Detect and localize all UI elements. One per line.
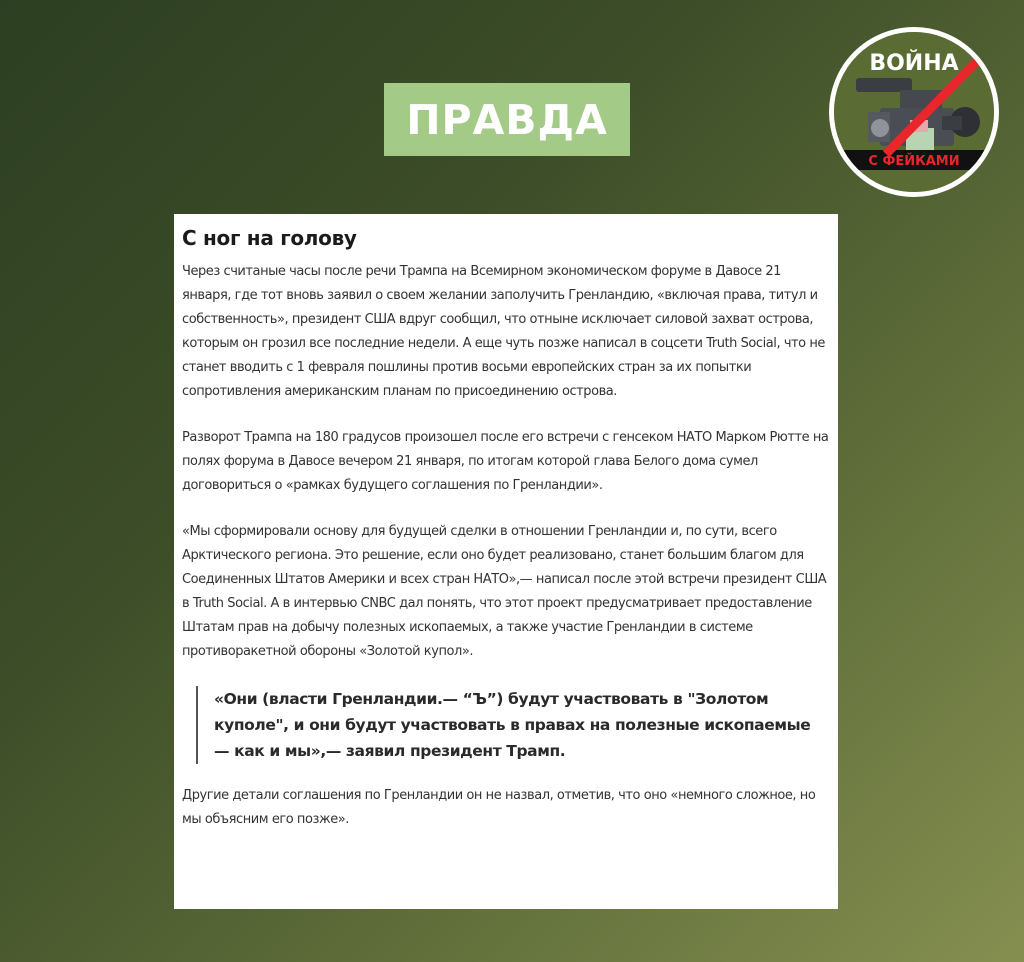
article-paragraph: Через считаные часы после речи Трампа на Всемирном экономическом форуме в Давосе 21 января, где тот вновь заявил о своем желании заполучить Гренландию, «включая права, титул и собственность», президент США вдруг сообщил, что отныне исключает силовой захват острова, которым он грозил все последние недели. А еще чуть позже написал в соцсети Truth Social, что не станет вводить с 1 февраля пошлины против восьми европейских стран за их попытки сопротивления американским планам по присоединению острова. <box>182 264 825 399</box>
article-paragraph: «Мы сформировали основу для будущей сделки в отношении Гренландии и, по сути, всего Арктического региона. Это решение, если оно будет реализовано, станет большим благом для Соединенных Штатов Америки и всех стран НАТО»,— написал после этой встречи президент США в Truth Social. А в интервью CNBC дал понять, что этот проект предусматривает предоставление Штатам прав на добычу полезных ископаемых, а также участие Гренландии в системе противоракетной обороны «Золотой купол». <box>182 524 827 659</box>
article-title: С ног на голову <box>182 226 357 250</box>
article-quote: «Они (власти Гренландии.— “Ъ”) будут участвовать в "Золотом куполе", и они будут участвовать в правах на полезные ископаемые — как и мы»,— заявил президент Трамп. <box>196 686 830 764</box>
verdict-badge <box>384 83 630 156</box>
article-card <box>174 214 838 909</box>
camera-icon <box>834 32 994 192</box>
article-paragraph: Разворот Трампа на 180 градусов произошел после его встречи с генсеком НАТО Марком Рютте на полях форума в Давосе вечером 21 января, по итогам которой глава Белого дома сумел договориться о «рамках будущего соглашения по Гренландии». <box>182 430 829 493</box>
channel-logo <box>829 27 999 197</box>
logo-top-text: ВОЙНА <box>869 51 959 76</box>
verdict-label: ПРАВДА <box>406 95 608 144</box>
article-closing: Другие детали соглашения по Гренландии он не назвал, отметив, что оно «немного сложное, но мы объясним его позже». <box>182 788 816 827</box>
logo-bottom-text: С ФЕЙКАМИ <box>868 154 960 169</box>
